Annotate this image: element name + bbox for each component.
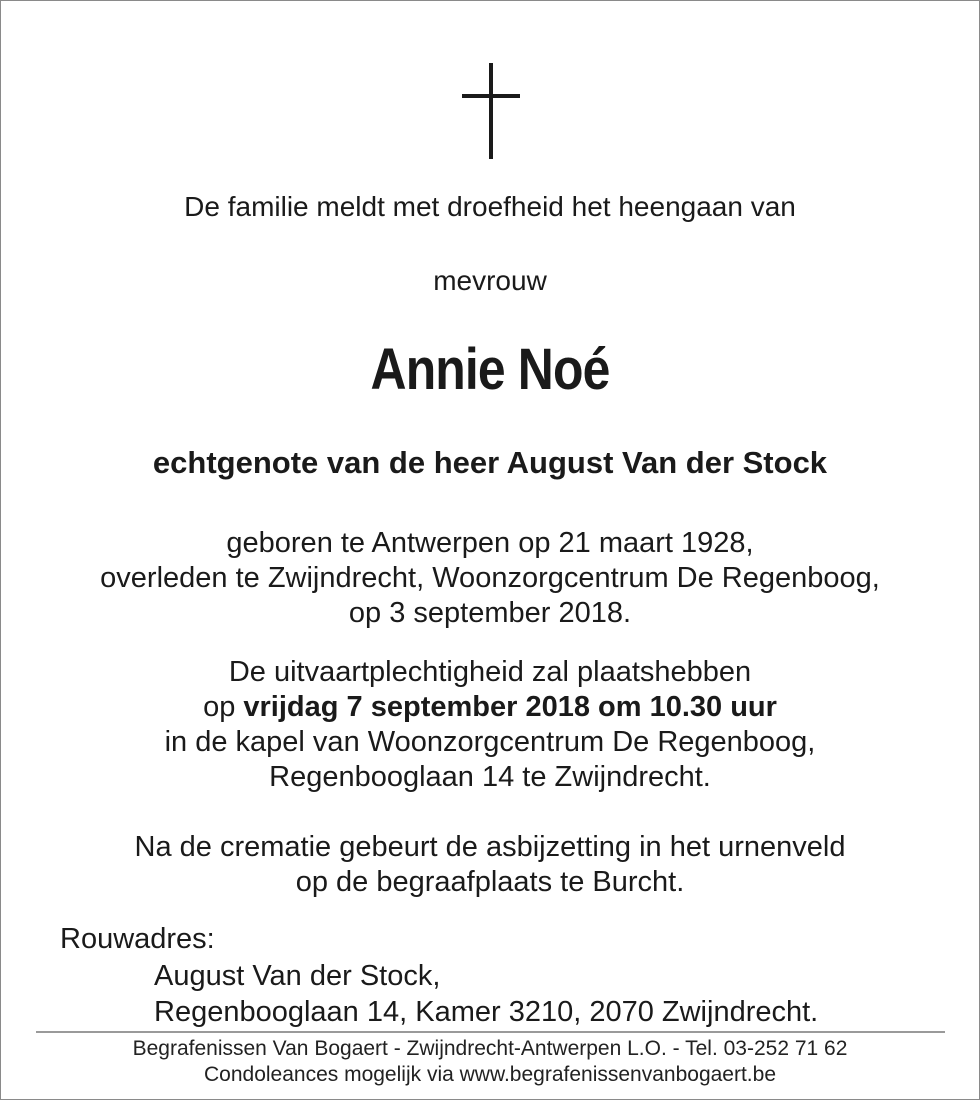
death-date-line: op 3 september 2018. [348, 597, 632, 629]
footer-divider [36, 1031, 945, 1033]
death-place-line: overleden te Zwijndrecht, Woonzorgcentrum De Regenboog, [100, 562, 880, 594]
spouse-line: echtgenote van de heer August Van der Stock [152, 445, 828, 480]
address-label: Rouwadres: [60, 923, 215, 955]
cremation-line-2: op de begraafplaats te Burcht. [295, 866, 685, 898]
funeral-intro-line: De uitvaartplechtigheid zal plaatshebben [228, 656, 752, 688]
funeral-address-line: Regenbooglaan 14 te Zwijndrecht. [269, 761, 711, 793]
cross-icon [462, 63, 520, 159]
footer [0, 1036, 980, 1088]
address-name: August Van der Stock, [154, 960, 441, 992]
cremation-details [0, 830, 980, 900]
funeral-details [0, 655, 980, 795]
funeral-date-prefix: op [203, 691, 244, 723]
intro-text: De familie meldt met droefheid het heengaan van [184, 191, 796, 222]
birth-death-details [0, 526, 980, 631]
address-street: Regenbooglaan 14, Kamer 3210, 2070 Zwijndrecht. [154, 996, 819, 1028]
funeral-location-line: in de kapel van Woonzorgcentrum De Regenboog, [164, 726, 816, 758]
funeral-date-line [0, 690, 980, 725]
mourning-address [154, 958, 818, 1030]
birth-line: geboren te Antwerpen op 21 maart 1928, [226, 527, 754, 559]
deceased-name: Annie Noé [370, 337, 610, 402]
funeral-date-time: vrijdag 7 september 2018 om 10.30 uur [243, 691, 777, 723]
funeral-home-line: Begrafenissen Van Bogaert - Zwijndrecht-Antwerpen L.O. - Tel. 03-252 71 62 [132, 1037, 848, 1060]
condolences-line: Condoleances mogelijk via www.begrafenissenvanbogaert.be [203, 1063, 776, 1086]
cremation-line-1: Na de crematie gebeurt de asbijzetting in het urnenveld [134, 831, 846, 863]
honorific: mevrouw [433, 265, 547, 296]
